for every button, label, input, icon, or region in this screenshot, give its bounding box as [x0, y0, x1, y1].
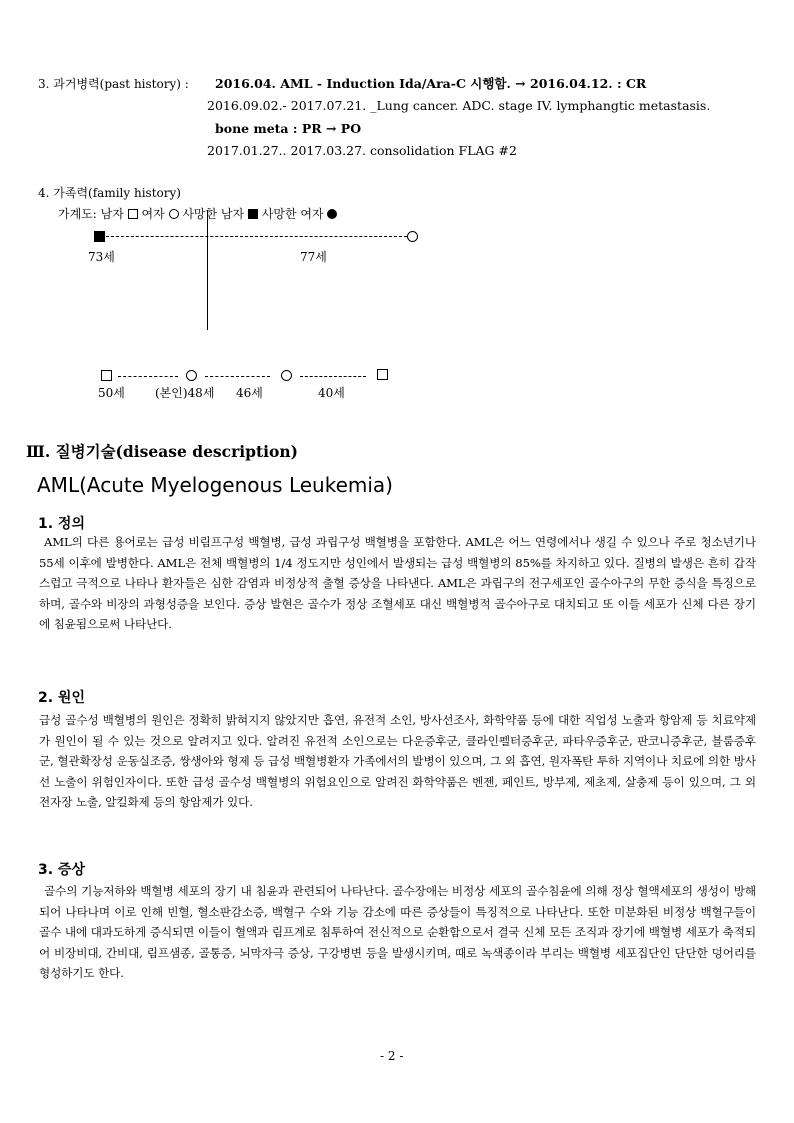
family-history-label: 4. 가족력(family history): [38, 186, 181, 200]
sibling-age-4: 40세: [318, 386, 345, 400]
page-number: - 2 -: [380, 1049, 404, 1063]
cause-text: 급성 골수성 백혈병의 원인은 정확히 밝혀지지 않았지만 흡연, 유전적 소인, 방사선조사, 화학약품 등에 대한 직업성 노출과 항암제 등 치료약제가 원인이 될 수 있는 것으로 알려지고 있다. 알려진 유전적 소인으로는 다운증후군, 클라인펠터증후군, 파타우증후군, 판코니증후군, 블룸증후군, 혈관확장성 운동실조증, 쌍생아와 형제 등 급성 백혈병환자 가족에서의 발병이 있으며, 그 외 흡연, 원자폭탄 투하 지역이나 치료에 의한 방사선 노출이 위험인자이다. 또한 급성 골수성 백혈병의 위험요인으로 알려진 화학약품은 벤젠, 페인트, 방부제, 제초제, 살충제 등이 있으며, 그 외 전자장 노출, 알킬화제 등의 항암제가 있다.: [39, 713, 756, 809]
female-circle-icon: [169, 209, 179, 219]
definition-heading: 1. 정의: [38, 516, 85, 532]
definition-text: AML의 다른 용어로는 급성 비림프구성 백혈병, 급성 과립구성 백혈병을 포함한다. AML은 어느 연령에서나 생길 수 있으나 주로 청소년기나 55세 이후에 발병한다. AML은 전체 백혈병의 1/4 정도지만 성인에서 발생되는 급성 백혈병의 85%를 차지하고 있다. 질병의 발생은 흔히 갑작스럽고 극적으로 나타나 환자들은 심한 감염과 비정상적 출혈 증상을 나타낸다. AML은 과립구의 전구세포인 골수아구의 무한 증식을 특징으로 하며, 골수와 비장의 과형성증을 보인다. 증상 발현은 골수가 정상 조혈세포 대신 백혈병적 골수아구로 대치되고 또 이들 세포가 신체 다른 장기에 침윤됨으로써 나타난다.: [39, 535, 756, 631]
mother-circle-icon: [407, 231, 418, 242]
past-history-label: 3. 과거병력(past history) :: [38, 77, 189, 91]
past-history-line-3: bone meta : PR → PO: [215, 121, 362, 136]
father-age: 73세: [88, 250, 115, 264]
past-history-line-2: 2016.09.02.- 2017.07.21. _Lung cancer. ADC. stage IV. lymphangtic metastasis.: [207, 98, 711, 113]
self-age: (본인)48세: [155, 386, 215, 400]
section-title: Ⅲ. 질병기술(disease description): [26, 442, 298, 461]
mother-age: 77세: [300, 250, 327, 264]
legend-male-label: 남자: [100, 207, 124, 221]
descent-line: [207, 210, 208, 330]
legend-dead-male-label: 사망한 남자: [182, 207, 245, 221]
dead-female-filled-circle-icon: [327, 209, 337, 219]
cause-heading: 2. 원인: [38, 690, 85, 706]
symptoms-text: 골수의 기능저하와 백혈병 세포의 장기 내 침윤과 관련되어 나타난다. 골수장애는 비정상 세포의 골수침윤에 의해 정상 혈액세포의 생성이 방해되어 나타나며 이로 인해 빈혈, 혈소판감소증, 백혈구 수와 기능 감소에 따른 증상들이 특징적으로 나타난다. 또한 미분화된 비정상 백혈구들이 골수 내에 대과도하게 증식되면 이들이 혈액과 림프계로 침투하여 전신적으로 순환함으로서 결국 신체 모든 조직과 장기에 백혈병 세포가 축적되어 비장비대, 간비대, 림프샘종, 골통증, 뇌막자극 증상, 구강병변 등을 발생시키며, 때로 녹색종이라 부리는 백혈병 세포집단인 단단한 덩어리를 형성하기도 한다.: [39, 884, 756, 980]
disease-title: AML(Acute Myelogenous Leukemia): [37, 473, 393, 497]
sibling-age-3: 46세: [236, 386, 263, 400]
father-deceased-square-icon: [94, 231, 105, 242]
past-history-line-1: 2016.04. AML - Induction Ida/Ara-C 시행함. → 2016.04.12. : CR: [215, 76, 647, 91]
symptoms-heading: 3. 증상: [38, 862, 85, 878]
sibling-3-circle-icon: [281, 370, 292, 381]
self-circle-icon: [186, 370, 197, 381]
male-square-icon: [128, 209, 138, 219]
sibling-1-square-icon: [101, 370, 112, 381]
sibling-line-2: [205, 376, 270, 377]
sibling-line-1: [118, 376, 178, 377]
legend-prefix: 가계도:: [58, 207, 97, 221]
legend-female-label: 여자: [141, 207, 165, 221]
marriage-line: [106, 236, 407, 237]
past-history-line-4: 2017.01.27.. 2017.03.27. consolidation FLAG #2: [207, 143, 517, 158]
sibling-4-square-icon: [377, 369, 388, 380]
sibling-age-1: 50세: [98, 386, 125, 400]
dead-male-filled-square-icon: [248, 209, 258, 219]
legend-dead-female-label: 사망한 여자: [261, 207, 324, 221]
sibling-line-3: [300, 376, 366, 377]
pedigree-legend: [58, 205, 337, 222]
